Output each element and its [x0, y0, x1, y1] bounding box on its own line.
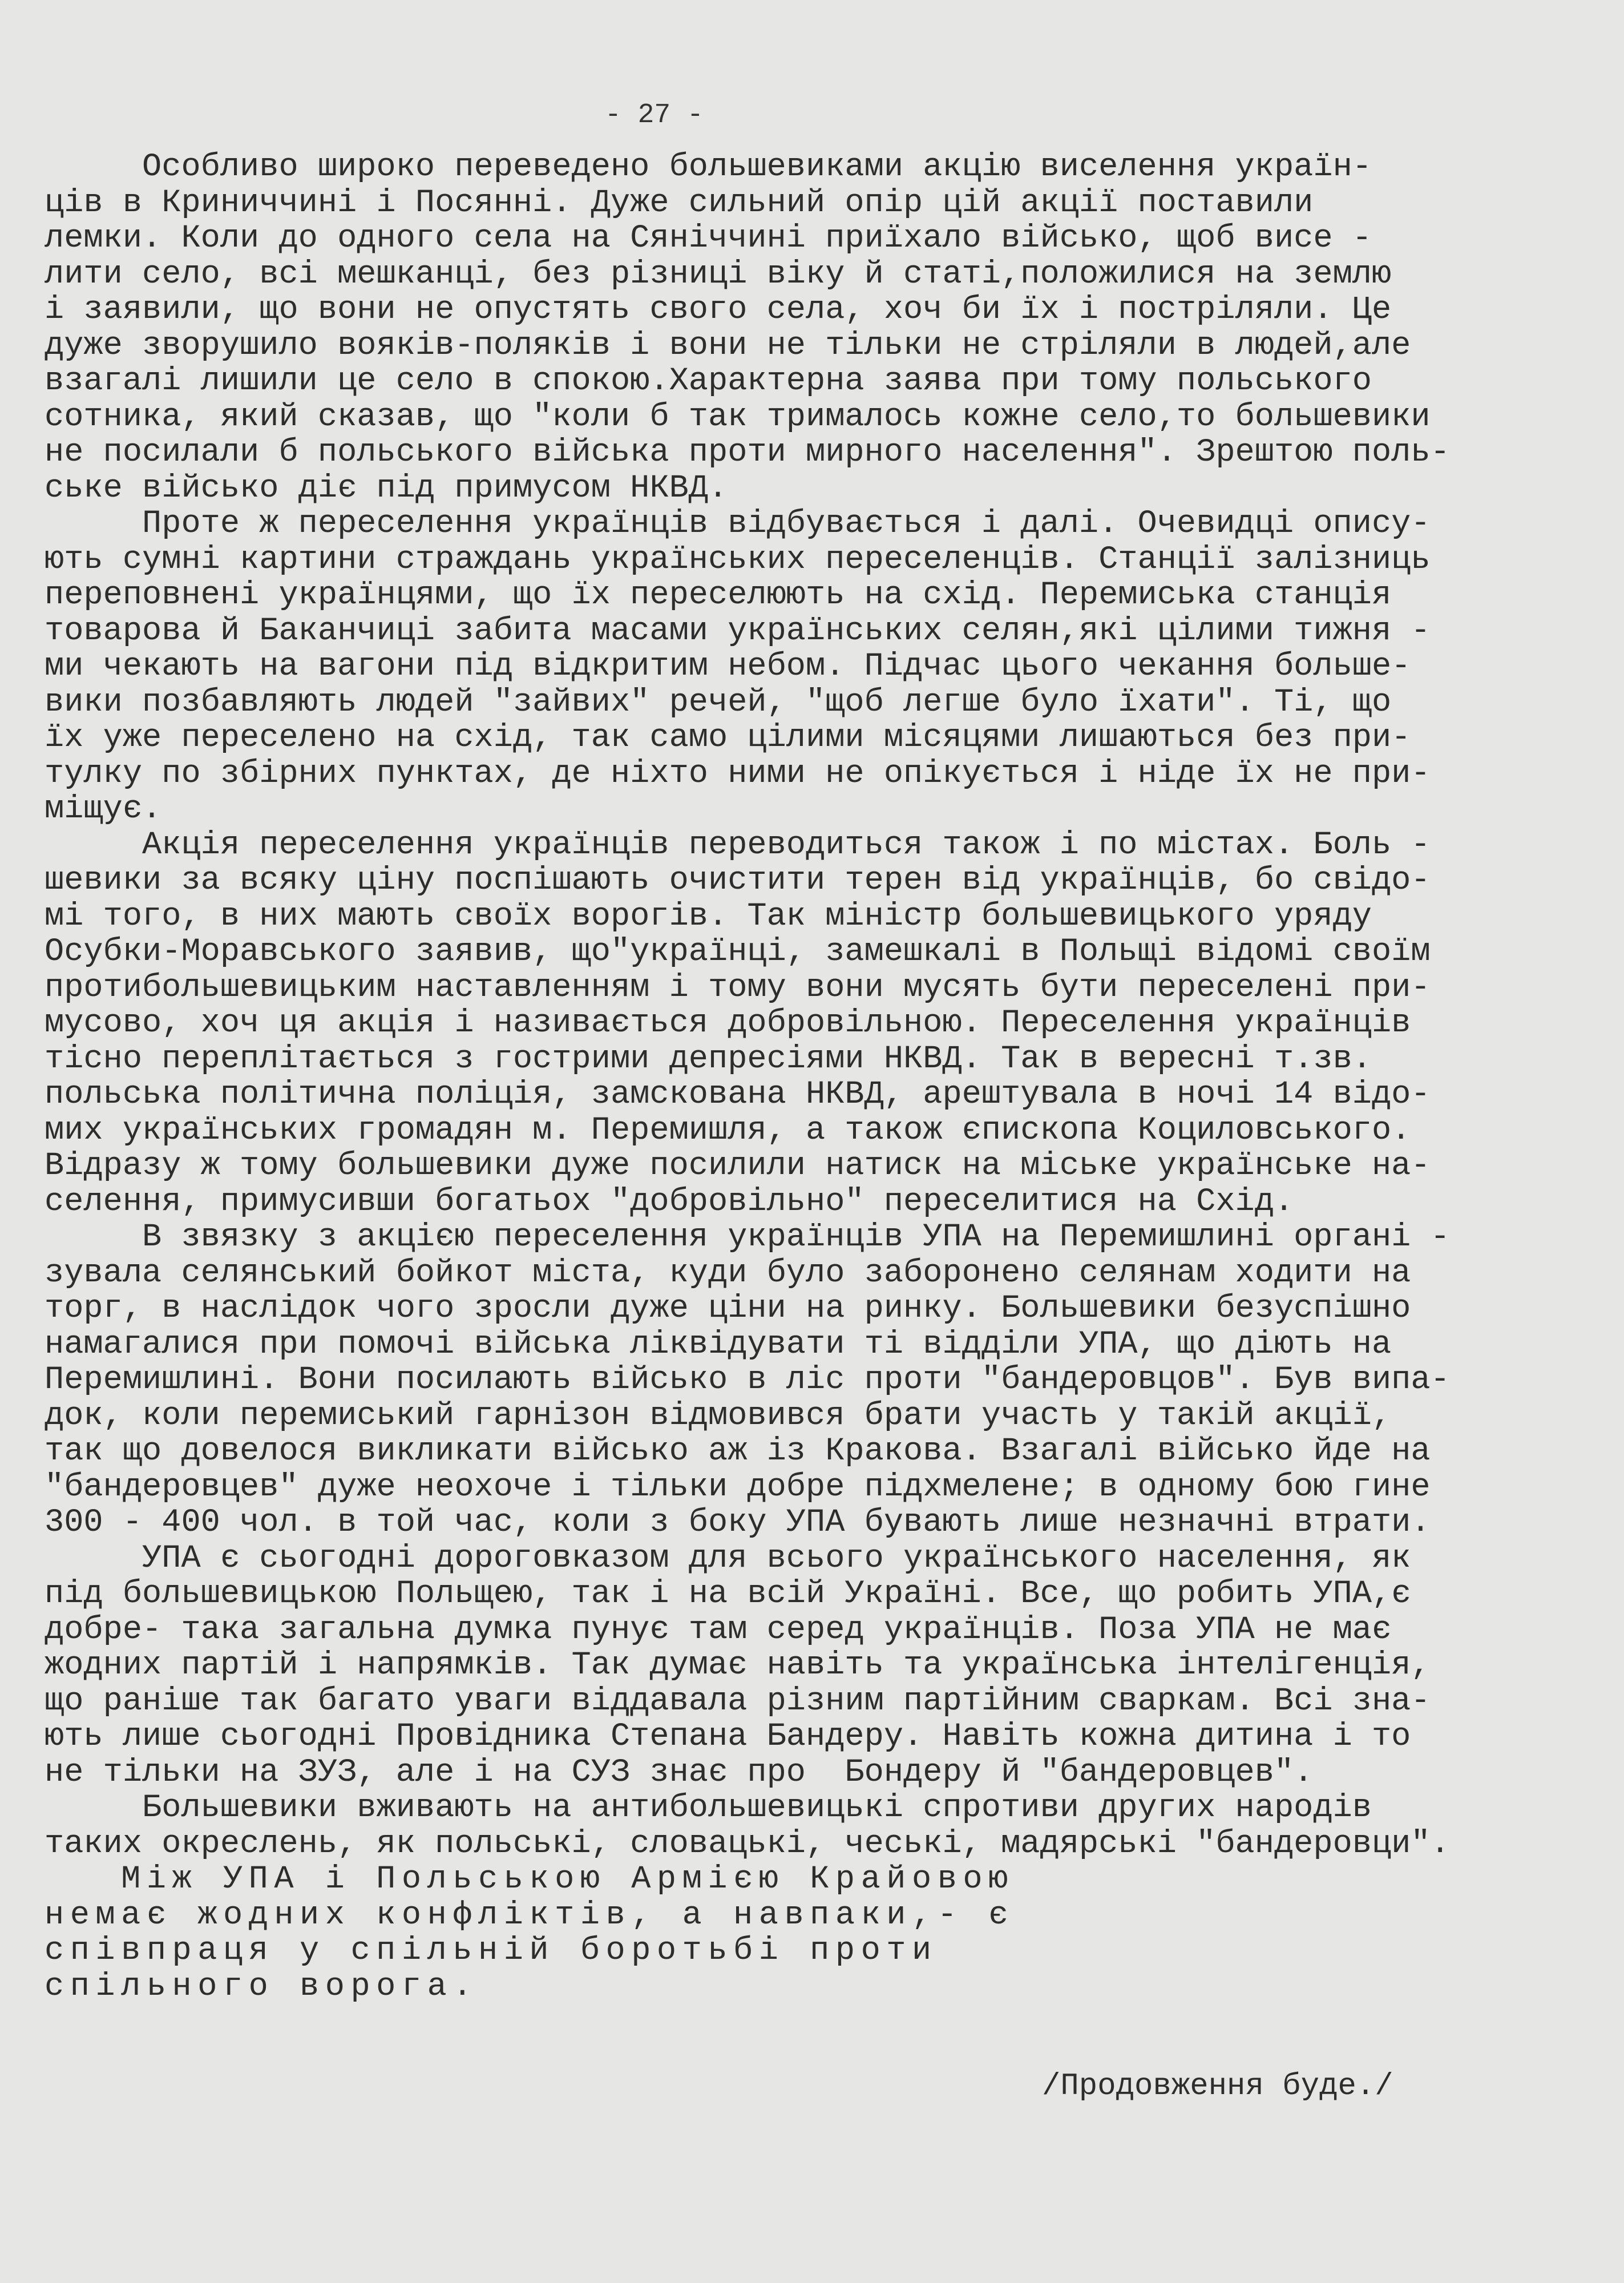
text-line: док, коли перемиський гарнізон відмовився брати участь у такій акції,	[45, 1397, 1392, 1434]
text-line: "бандеровцев" дуже неохоче і тільки добре підхмелене; в одному бою гине	[45, 1469, 1431, 1506]
text-line: під большевицькою Польщею, так і на всій Україні. Все, що робить УПА,є	[45, 1576, 1411, 1612]
text-line: Перемишлині. Вони посилають військо в ліс проти "бандеровцов". Був випа-	[45, 1362, 1450, 1398]
text-line: шевики за всяку ціну поспішають очистити терен від українців, бо свідо-	[45, 862, 1431, 899]
text-line: намагалися при помочі війська ліквідувати ті відділи УПА, що діють на	[45, 1326, 1392, 1363]
text-line: протибольшевицьким наставленням і тому вони мусять бути переселені при-	[45, 969, 1431, 1006]
text-line: не тільки на ЗУЗ, але і на СУЗ знає про Бондеру й "бандеровцев".	[45, 1754, 1314, 1791]
text-line: Відразу ж тому большевики дуже посилили натиск на міське українське на-	[45, 1148, 1431, 1184]
text-line: польська політична поліція, замскована НКВД, арештувала в ночі 14 відо-	[45, 1076, 1431, 1113]
text-line: ське військо діє під примусом НКВД.	[45, 470, 728, 507]
text-line: їх уже переселено на схід, так само цілими місяцями лишаються без при-	[45, 720, 1411, 756]
text-line: і заявили, що вони не опустять свого села, хоч би їх і постріляли. Це	[45, 292, 1392, 328]
spaced-text-line: спільного ворога.	[45, 1968, 478, 2005]
text-line: тісно переплітається з гострими депресіями НКВД. Так в вересні т.зв.	[45, 1040, 1372, 1078]
text-line: торг, в наслідок чого зросли дуже ціни на ринку. Большевики безуспішно	[45, 1290, 1411, 1327]
text-line: таких окреслень, як польські, словацькі, чеські, мадярські "бандеровци".	[45, 1825, 1450, 1862]
continuation-note: /Продовження буде./	[1042, 2069, 1393, 2104]
text-line: мі того, в них мають своїх ворогів. Так міністр большевицького уряду	[45, 898, 1372, 935]
text-line: селення, примусивши богатьох "добровільно" переселитися на Схід.	[45, 1183, 1294, 1220]
text-line: міщує.	[45, 791, 162, 828]
spaced-text-line: співпраця у спільній боротьбі проти	[45, 1933, 938, 1969]
body-text	[45, 150, 1579, 2004]
text-line: Проте ж переселення українців відбувається і далі. Очевидці опису-	[45, 506, 1431, 542]
text-line: Осубки-Моравського заявив, що"українці, замешкалі в Польщі відомі своїм	[45, 934, 1431, 970]
text-line: ми чекають на вагони під відкритим небом. Підчас цього чекання больше-	[45, 648, 1411, 685]
text-line: ців в Криниччині і Посянні. Дуже сильний опір цій акції поставили	[45, 184, 1314, 221]
text-line: В звязку з акцією переселення українців УПА на Перемишлині органі -	[45, 1219, 1450, 1256]
text-line: так що довелося викликати військо аж із Кракова. Взагалі військо йде на	[45, 1433, 1431, 1470]
text-line: вики позбавляють людей "зайвих" речей, "щоб легше було їхати". Ті, що	[45, 684, 1392, 721]
text-line: Особливо широко переведено большевиками акцію виселення україн-	[45, 149, 1372, 185]
text-line: дуже зворушило вояків-поляків і вони не тільки не стріляли в людей,але	[45, 327, 1411, 364]
text-line: Акція переселення українців переводиться також і по містах. Боль -	[45, 826, 1431, 864]
text-line: добре- така загальна думка пунує там серед українців. Поза УПА не має	[45, 1611, 1392, 1648]
text-line: лемки. Коли до одного села на Сяніччині приїхало військо, щоб висе -	[45, 220, 1372, 257]
text-line: УПА є сьогодні дороговказом для всього українського населення, як	[45, 1540, 1411, 1577]
text-line: сотника, який сказав, що "коли б так трималось кожне село,то большевики	[45, 398, 1431, 435]
text-line: 300 - 400 чол. в той час, коли з боку УПА бувають лише незначні втрати.	[45, 1504, 1431, 1541]
text-line: взагалі лишили це село в спокою.Характерна заява при тому польського	[45, 363, 1372, 400]
text-line: не посилали б польського війська проти мирного населення". Зрештою поль-	[45, 434, 1450, 471]
page-number: - 27 -	[605, 100, 704, 131]
text-line: жодних партій і напрямків. Так думає навіть та українська інтелігенція,	[45, 1647, 1431, 1684]
text-line: Большевики вживають на антибольшевицькі спротиви других народів	[45, 1790, 1372, 1826]
text-line: тулку по збірних пунктах, де ніхто ними не опікується і ніде їх не при-	[45, 755, 1431, 792]
text-line: що раніше так багато уваги віддавала різним партійним сваркам. Всі зна-	[45, 1683, 1431, 1720]
text-line: ють сумні картини страждань українських переселенців. Станції залізниць	[45, 541, 1431, 578]
text-line: переповнені українцями, що їх переселюють на схід. Перемиська станція	[45, 577, 1392, 614]
text-line: мих українських громадян м. Перемишля, а також єпископа Коциловського.	[45, 1112, 1411, 1149]
text-line: ють лише сьогодні Провідника Степана Бандеру. Навіть кожна дитина і то	[45, 1719, 1411, 1755]
text-line: зувала селянський бойкот міста, куди було заборонено селянам ходити на	[45, 1255, 1411, 1292]
text-line: мусово, хоч ця акція і називається добровільною. Переселення українців	[45, 1005, 1411, 1042]
spaced-text-line: немає жодних конфліктів, а навпаки,- є	[45, 1897, 1014, 1934]
text-line: товарова й Баканчиці забита масами українських селян,які цілими тижня -	[45, 612, 1431, 650]
text-line: лити село, всі мешканці, без різниці віку й статі,положилися на землю	[45, 256, 1392, 293]
spaced-text-line: Між УПА і Польською Армією Крайовою	[45, 1861, 1014, 1898]
